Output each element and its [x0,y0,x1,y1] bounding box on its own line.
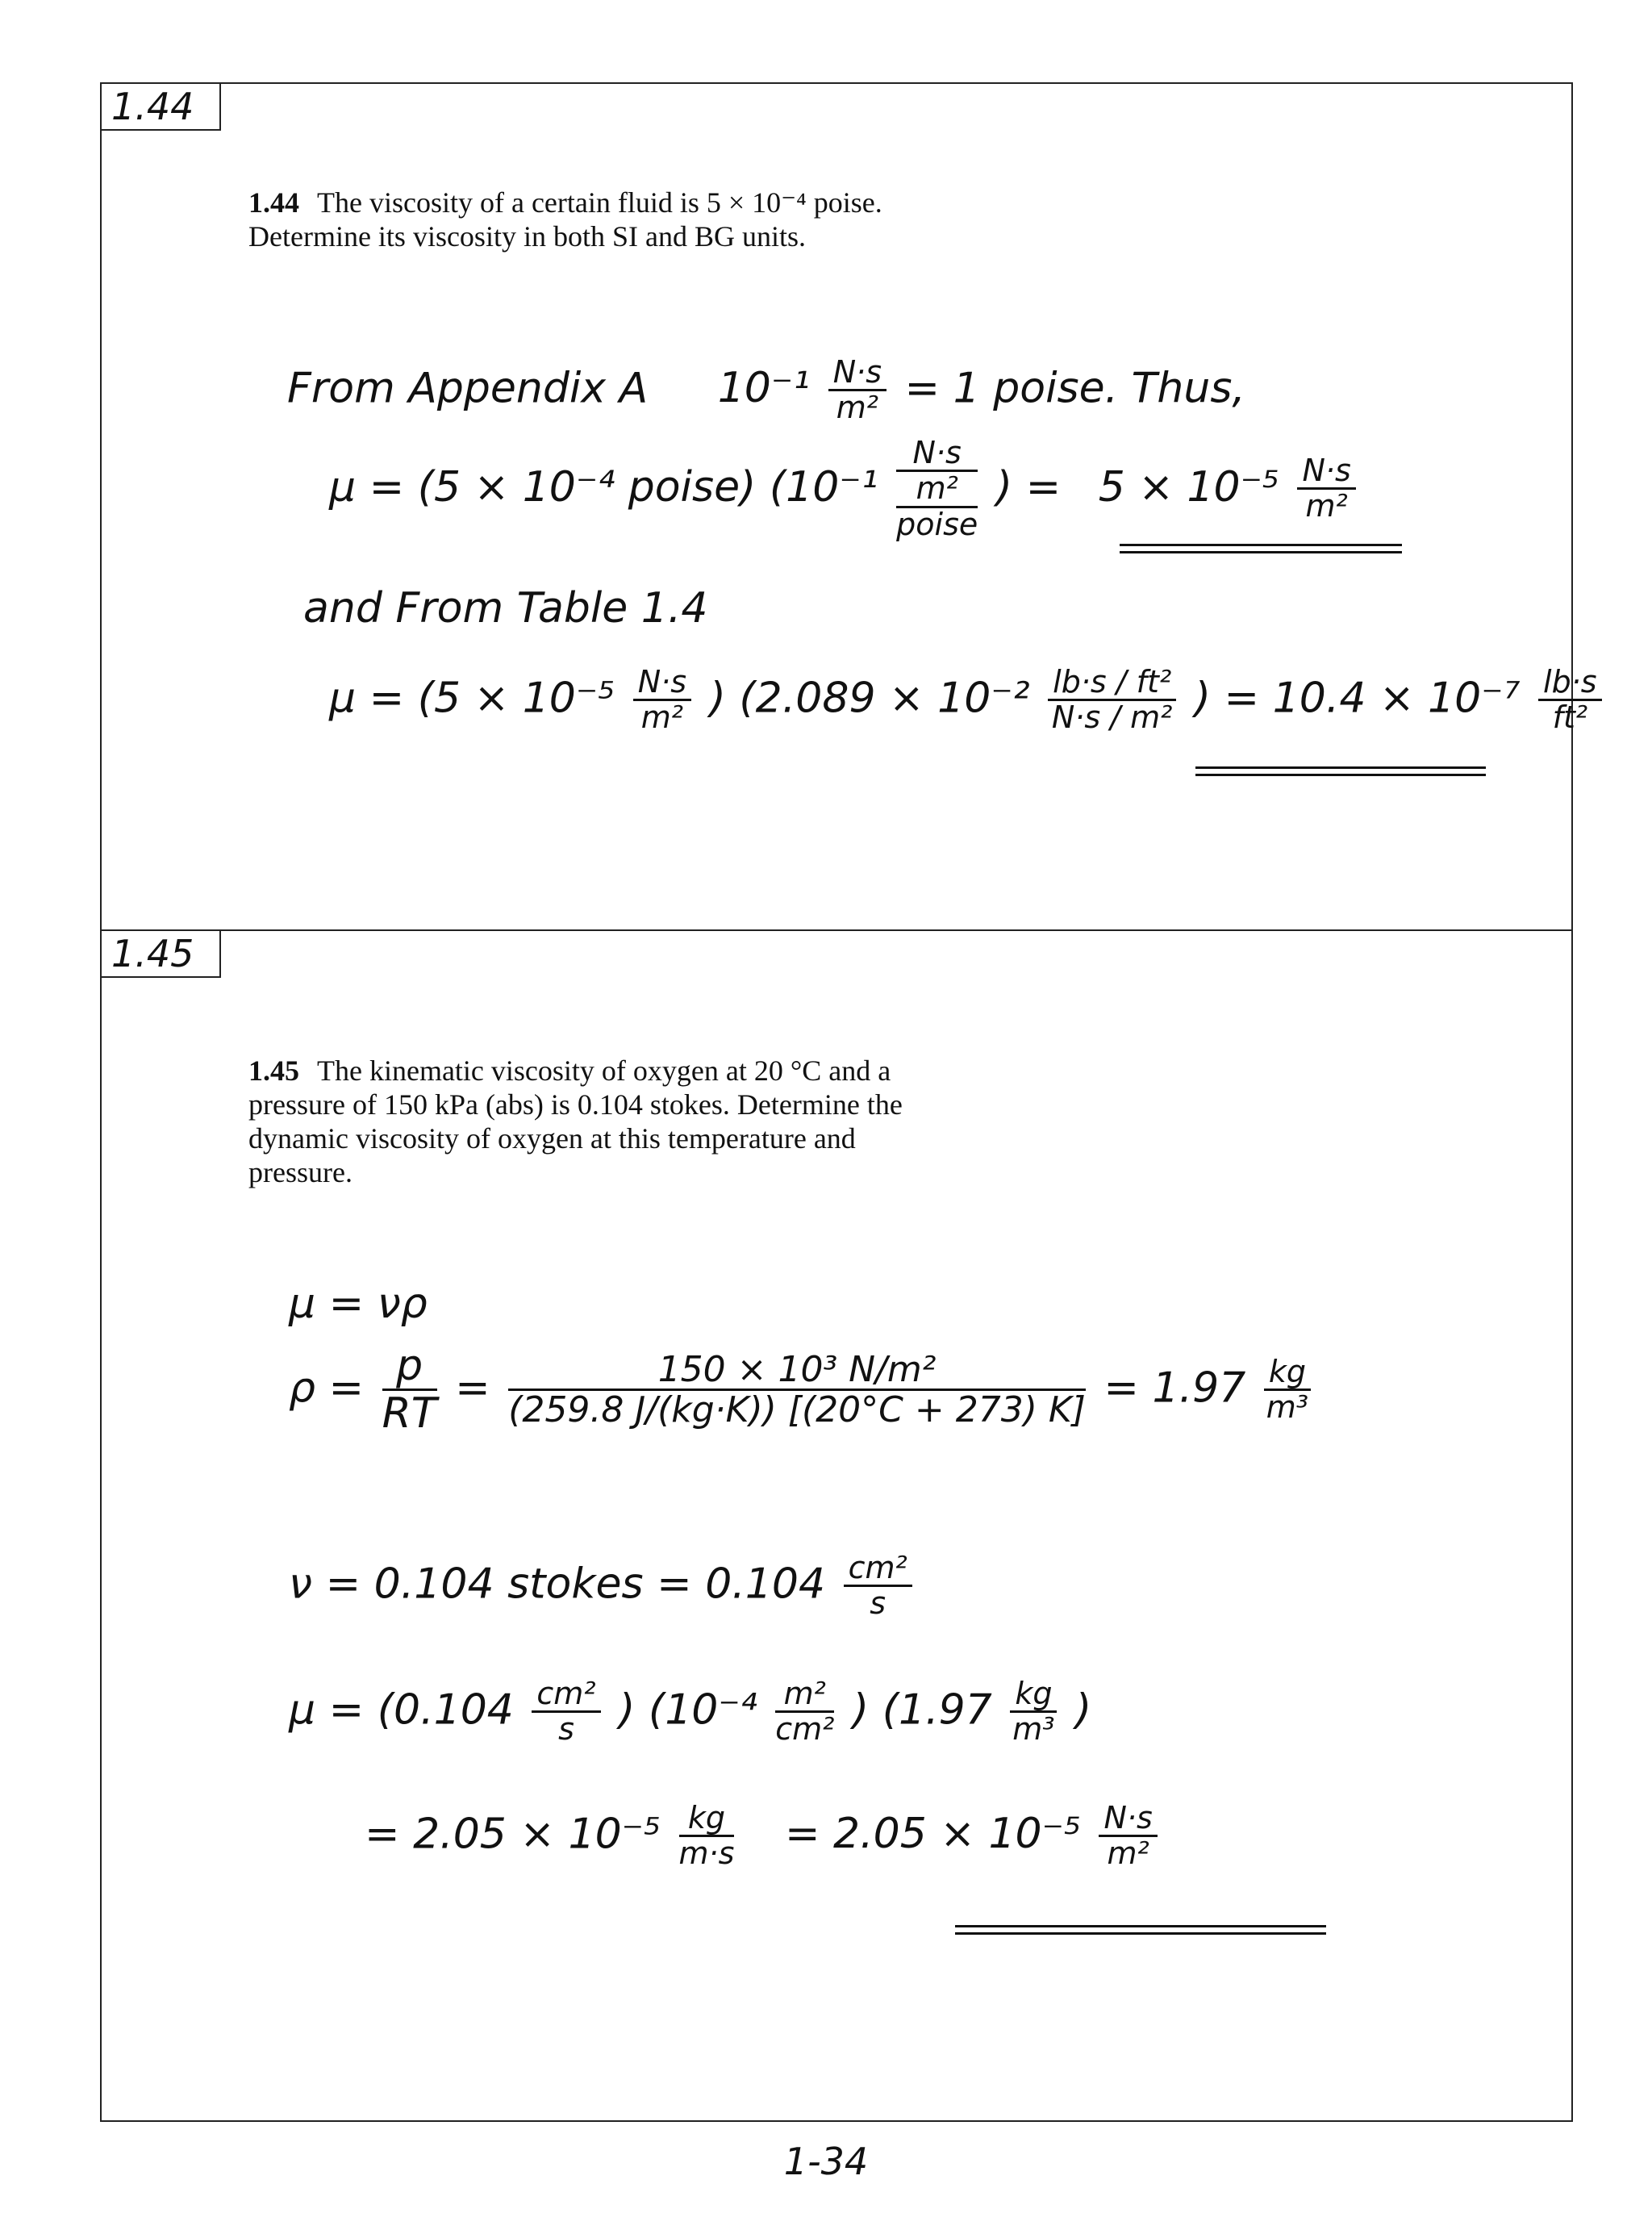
section-label: 1.45 [102,931,221,978]
problem-statement [248,186,910,253]
answer-underline [1195,766,1486,776]
answer-underline [1120,544,1402,553]
solution-line-4: μ = (5 × 10⁻⁵ $\frac{N\cdot s}{\text{m²}}$ ) (2.089 × 10⁻² $\frac{\text{lb·s / ft²}}{\text{N·s / m²}}$ ) = 10.4 × 10⁻⁷ $\frac{lb\cdot s}{\text{ft²}}$ [329,666,1607,735]
equation-mu-calc: μ = (0.104 $\frac{\text{cm²}}{s}$ ) (10⁻⁴ $\frac{\text{m²}}{\text{cm²}}$ ) (1.97 $\frac{kg}{\text{m³}}$ ) [289,1676,1092,1747]
section-1-45 [100,929,1573,2122]
answer-underline [955,1925,1326,1935]
section-1-44 [100,82,1597,931]
equation-nu: ν = 0.104 stokes = 0.104 $\frac{\text{cm²}}{s}$ [289,1552,917,1621]
problem-text: The viscosity of a certain fluid is 5 × 10⁻⁴ poise. Determine its viscosity in both SI and BG units. [248,186,882,253]
problem-number: 1.44 [248,186,299,219]
solution-line-2: μ = (5 × 10⁻⁴ poise) (10⁻¹ N·s m² poise ) = 5 × 10⁻⁵ $\frac{N\cdot s}{\text{m²}}$ [329,437,1361,541]
solution-line-1: From Appendix A 10⁻¹ $\frac{N\cdot s}{\text{m²}}$ = 1 poise. Thus, [287,354,1245,425]
section-label: 1.44 [102,84,221,131]
problem-text: The kinematic viscosity of oxygen at 20 °C and a pressure of 150 kPa (abs) is 0.104 stokes. Determine the dynamic viscosity of oxygen at this temperature and pressure. [248,1054,903,1188]
solution-line-3: and From Table 1.4 [303,584,708,633]
problem-statement [248,1054,918,1189]
equation-mu-result: = 2.05 × 10⁻⁵ $\frac{kg}{m\cdot s}$ = 2.05 × 10⁻⁵ $\frac{N\cdot s}{\text{m²}}$ [365,1802,1162,1871]
equation-mu: μ = νρ [289,1280,428,1328]
equation-rho: ρ = $\frac{p}{RT}$ = $\frac{\text{150 × 10³ N/m²}}{(259.8 J/(kg\cdot K)) [(20^\circ C + 273) K]}$ = 1.97 $\frac{kg}{\text{m³}}$ [289,1344,1316,1437]
problem-number: 1.45 [248,1054,299,1087]
page-number: 1-34 [783,2140,869,2183]
